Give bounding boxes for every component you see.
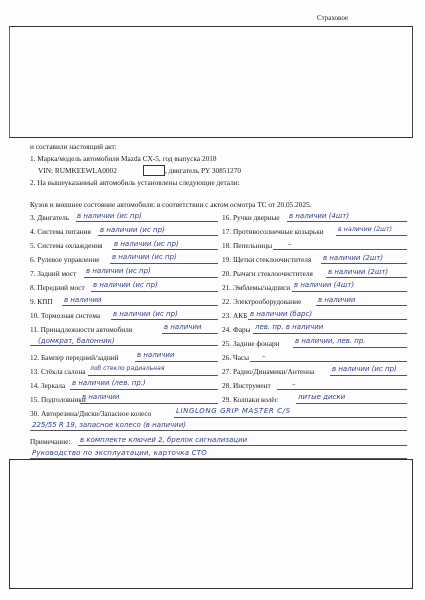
item-line	[336, 235, 407, 236]
note-line	[78, 445, 407, 446]
item-value: в наличии	[318, 296, 356, 304]
item-label: 15. Подголовники	[30, 395, 86, 404]
item-label: 28. Инструмент	[222, 381, 271, 390]
item-value: в наличии (ис пр)	[100, 226, 165, 234]
tyres-value-2: 225/55 R 19, запасное колесо (в наличии)	[32, 421, 186, 429]
item-line	[287, 221, 407, 222]
insurer-header: Страховое	[317, 14, 349, 22]
item-line	[135, 361, 218, 362]
item-line	[277, 389, 407, 390]
item-line	[111, 319, 218, 320]
item-value: в наличии (4шт)	[294, 281, 355, 289]
tyres-line	[174, 417, 407, 418]
item-line	[250, 361, 407, 362]
item-label: 11. Принадлежности автомобиля	[30, 325, 133, 334]
item-line	[91, 291, 218, 292]
item-label: 18. Пепельницы	[222, 241, 273, 250]
item-label: 9. КПП	[30, 297, 53, 306]
intro-text: и составили настоящий акт:	[30, 142, 117, 151]
item-value: в наличии (лев. пр.)	[72, 379, 146, 387]
item-value: в наличии (ис пр)	[112, 253, 177, 261]
item-label: 26. Часы	[222, 353, 250, 362]
item-line	[112, 249, 218, 250]
item-label: 17. Противосолнечные козырьки	[222, 227, 324, 236]
item-label: 8. Передний мост	[30, 283, 85, 292]
item-line	[62, 305, 218, 306]
item-label: 23. АКБ	[222, 311, 248, 320]
item-value: лоб стекло радиальная	[90, 365, 165, 372]
item-line	[88, 375, 218, 376]
item-value: в наличии, лев. пр.	[295, 337, 366, 345]
item-line	[80, 403, 218, 404]
item-label: 13. Стёкла салона	[30, 367, 86, 376]
item-label: 21. Эмблемы/надписи	[222, 283, 291, 292]
item-value: в наличии	[82, 393, 120, 401]
item-value: в наличии (ис пр)	[77, 212, 142, 220]
item-line	[273, 249, 407, 250]
item-label: 27. Радио/Динамики/Антенна	[222, 367, 315, 376]
item-line	[321, 263, 407, 264]
item-line	[292, 291, 407, 292]
item-line	[316, 305, 407, 306]
item-label: 14. Зеркала	[30, 381, 66, 390]
item-label: 25. Задние фонари	[222, 339, 280, 348]
item-value: в наличии (4шт)	[289, 212, 350, 220]
item-value: в наличии (ис пр)	[332, 365, 397, 373]
item-label: 19. Щетки стеклоочистителя	[222, 255, 312, 264]
body-condition: Кузов и внешнее состояние автомобиля: в соответствии с актом осмотра ТС от 20.05.2025.	[30, 200, 312, 209]
vin-box	[143, 165, 165, 176]
item-value: –	[292, 380, 296, 388]
section2-label: 2. На вышеуказанный автомобиль установлены следующие детали:	[30, 178, 240, 187]
item-line	[76, 221, 218, 222]
item-line	[326, 277, 407, 278]
item-label: 16. Ручки дверные	[222, 213, 280, 222]
item-value: лев. пр. в наличии	[255, 323, 324, 331]
item-value: –	[262, 352, 266, 360]
item-line	[98, 235, 218, 236]
item-value: в наличии	[137, 351, 175, 359]
item-value: в наличии (ис пр)	[113, 310, 178, 318]
item-line	[330, 375, 407, 376]
note-label: Примечание:	[30, 437, 71, 446]
item-line	[70, 389, 218, 390]
bottom-blank-frame	[9, 459, 413, 589]
item-line	[296, 403, 407, 404]
item-line	[253, 333, 407, 334]
item-value: в наличии	[164, 323, 202, 331]
item-line	[30, 345, 218, 346]
engine-text: , двигатель PY 30851270	[165, 166, 242, 175]
item-label: 3. Двигатель	[30, 213, 70, 222]
item-label: 4. Система питания	[30, 227, 91, 236]
vin-text: VIN: RUMKEEWLA0002	[38, 166, 117, 175]
item-value: в наличии (2шт)	[338, 226, 393, 233]
item-value: в наличии (ис пр)	[86, 267, 151, 275]
item-line	[248, 319, 407, 320]
item-label: 12. Бампер передний/задний	[30, 353, 119, 362]
item-label: 22. Электрооборудование	[222, 297, 302, 306]
top-blank-frame	[9, 26, 413, 138]
item-label: 7. Задний мост	[30, 269, 77, 278]
section1-label: 1. Марка/модель автомобиля Mazda CX-5, год выпуска 2018	[30, 154, 217, 163]
item-value: литые диски	[298, 393, 346, 401]
note-value: в комплекте ключей 2, брелок сигнализации	[80, 436, 248, 444]
item-line	[110, 263, 218, 264]
item-line	[162, 333, 218, 334]
item-label: 29. Колпаки колёс	[222, 395, 278, 404]
item-value: в наличии (2шт)	[328, 268, 389, 276]
item-label: 20. Рычаги стеклоочистителя	[222, 269, 313, 278]
item-line	[293, 347, 407, 348]
item-label: 6. Рулевое управление	[30, 255, 100, 264]
item-label: 24. Фары	[222, 325, 251, 334]
item-value: в наличии (ис пр)	[93, 281, 158, 289]
item-value: в наличии	[64, 296, 102, 304]
item-line	[84, 277, 218, 278]
item-value: в наличии (барс)	[250, 310, 313, 318]
tyres-line-2	[30, 430, 407, 431]
tyres-value: LINGLONG GRIP MASTER C/S	[176, 407, 291, 415]
item-value: в наличии (2шт)	[323, 254, 384, 262]
item-label: 5. Система охлаждения	[30, 241, 103, 250]
item-value: –	[288, 240, 292, 248]
note-value-2: Руководство по эксплуатации, карточка СТО	[32, 449, 207, 457]
item-label: 10. Тормозная система	[30, 311, 101, 320]
tyres-label: 30. Авторезина/Диски/Запасное колесо	[30, 409, 152, 418]
item-value: в наличии (ис пр)	[114, 240, 179, 248]
item-value: (домкрат, балонник)	[38, 337, 115, 345]
